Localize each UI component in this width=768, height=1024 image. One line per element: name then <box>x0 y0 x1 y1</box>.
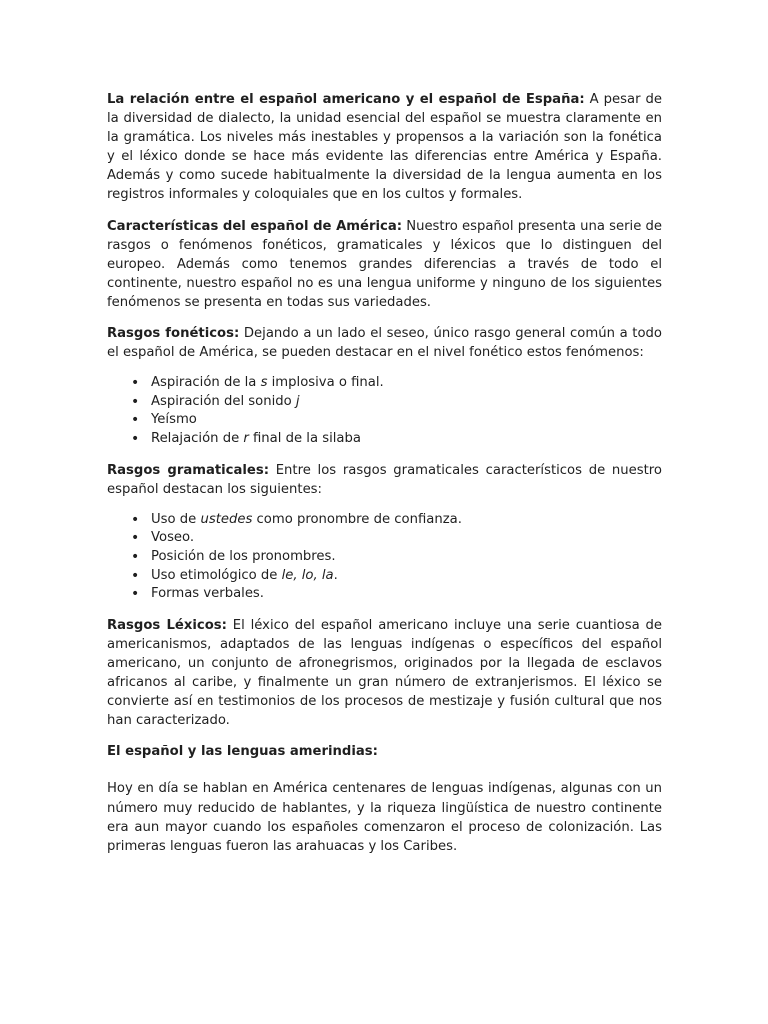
list-item-text: Aspiración del sonido <box>151 393 296 409</box>
list-rasgos-gramaticales <box>107 511 662 604</box>
paragraph-text: Dejando a un lado el seseo, único rasgo general común a todo el español de América, se pueden destacar en el nivel fonético estos fenómenos: <box>107 326 662 361</box>
section-heading: El español y las lenguas amerindias: <box>107 744 378 760</box>
paragraph-text: A pesar de la diversidad de dialecto, la unidad esencial del español se muestra claramente en la gramática. Los niveles más inestables y propensos a la variación son la fonética y el léxico donde se hace más evidente las diferencias entre América y España. Además y como sucede habitualmente la diversidad de la lengua aumenta en los registros informales y coloquiales que en los cultos y formales. <box>107 92 662 203</box>
list-item <box>151 585 662 604</box>
paragraph-rasgos-lexicos <box>107 616 662 731</box>
list-item <box>151 567 662 586</box>
list-item-text: Formas verbales. <box>151 586 264 602</box>
list-item-text: Posición de los pronombres. <box>151 548 336 564</box>
list-item <box>151 374 662 393</box>
list-item <box>151 430 662 449</box>
list-item <box>151 411 662 430</box>
paragraph-title: Características del español de América: <box>107 218 403 234</box>
list-item-emphasis: le, lo, la <box>281 567 334 583</box>
paragraph-caracteristicas <box>107 217 662 312</box>
paragraph-text: El léxico del español americano incluye una serie cuantiosa de americanismos, adaptados de las lenguas indígenas o específicos del español americano, un conjunto de afronegrismos, originados por la llegada de esclavos africanos al caribe, y finalmente un gran número de extranjerismos. El léxico se convierte así en testimonios de los procesos de mestizaje y fusión cultural que nos han caracterizado. <box>107 617 662 729</box>
list-item <box>151 511 662 530</box>
list-item-text: . <box>333 567 338 583</box>
paragraph-title: Rasgos fonéticos: <box>107 326 240 342</box>
paragraph-rasgos-foneticos <box>107 324 662 362</box>
list-item-emphasis: r <box>243 431 249 446</box>
list-item-text: Yeísmo <box>151 412 197 428</box>
paragraph-title: Rasgos gramaticales: <box>107 462 269 478</box>
list-item-emphasis: s <box>260 375 268 391</box>
list-item-text: final de la silaba <box>248 431 361 446</box>
paragraph-title: Rasgos Léxicos: <box>107 617 227 633</box>
paragraph-text: Nuestro español presenta una serie de rasgos o fenómenos fonéticos, gramaticales y léxicos que lo distinguen del europeo. Además como tenemos grandes diferencias a través de todo el continente, nuestro español no es una lengua uniforme y ninguno de los siguientes fenómenos se presenta en todas sus variedades. <box>107 218 663 310</box>
list-item-text: Relajación de <box>151 431 244 446</box>
list-item-text: Uso etimológico de <box>151 567 282 583</box>
list-item-text: Aspiración de la <box>151 375 261 391</box>
paragraph-relacion <box>107 90 662 205</box>
list-item-text: como pronombre de confianza. <box>252 511 462 527</box>
list-item <box>151 393 662 412</box>
list-rasgos-foneticos <box>107 374 662 448</box>
list-item-emphasis: j <box>295 393 300 409</box>
paragraph-text: Entre los rasgos gramaticales característicos de nuestro español destacan los siguientes: <box>107 462 662 497</box>
paragraph-rasgos-gramaticales <box>107 461 662 499</box>
list-item-text: Uso de <box>151 511 201 527</box>
paragraph-title: La relación entre el español americano y el español de España: <box>107 92 585 107</box>
list-item-text: Voseo. <box>151 530 195 546</box>
list-item-emphasis: ustedes <box>200 511 253 527</box>
list-item <box>151 548 662 567</box>
paragraph-lenguas-amerindias: Hoy en día se hablan en América centenares de lenguas indígenas, algunas con un número muy reducido de hablantes, y la riqueza lingüística de nuestro continente era aun mayor cuando los españoles comenzaron el proceso de colonización. Las primeras lenguas fueron las arahuacas y los Caribes. <box>107 781 662 854</box>
list-item <box>151 529 662 548</box>
list-item-text: implosiva o final. <box>267 375 384 391</box>
